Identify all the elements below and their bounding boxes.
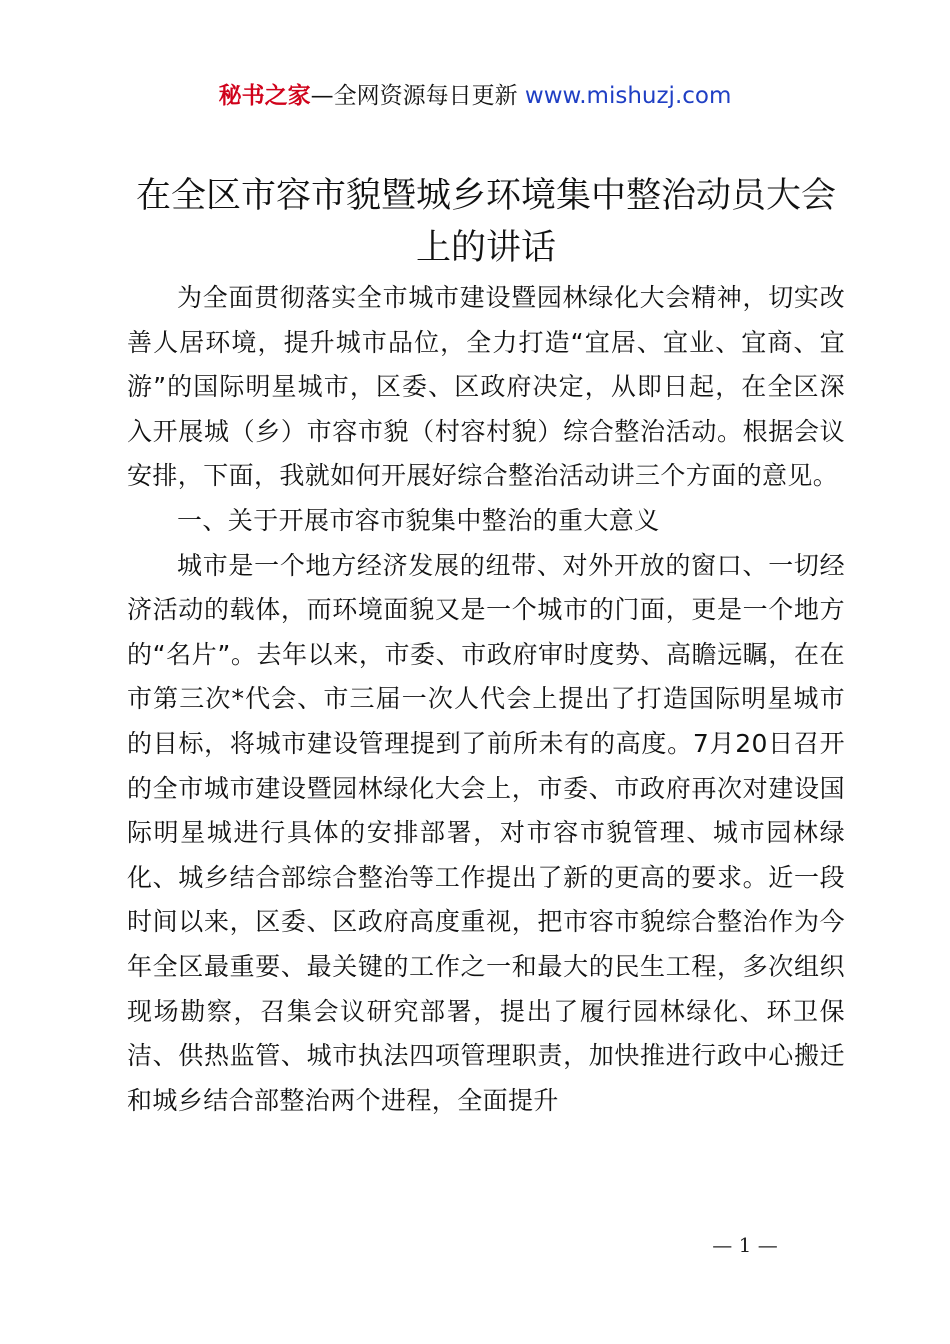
page-number: — 1 — <box>712 1233 778 1257</box>
site-url-link[interactable]: www.mishuzj.com <box>524 83 732 109</box>
document-title: 在全区市容市貌暨城乡环境集中整治动员大会上的讲话 <box>135 176 836 268</box>
section-heading-1: 一、关于开展市容市貌集中整治的重大意义 <box>177 505 660 535</box>
site-banner <box>0 76 950 116</box>
paragraph-section-1: 城市是一个地方经济发展的纽带、对外开放的窗口、一切经济活动的载体，而环境面貌又是一个城市的门面，更是一个地方的“名片”。去年以来，市委、市政府审时度势、高瞻远瞩，在在市第三次*代会、市三届一次人代会上提出了打造国际明星城市的目标，将城市建设管理提到了前所未有的高度。7月20日召开的全市城市建设暨园林绿化大会上，市委、市政府再次对建设国际明星城进行具体的安排部署，对市容市貌管理、城市园林绿化、城乡结合部综合整治等工作提出了新的更高的要求。近一段时间以来，区委、区政府高度重视，把市容市貌综合整治作为今年全区最重要、最关键的工作之一和最大的民生工程，多次组织现场勘察，召集会议研究部署，提出了履行园林绿化、环卫保洁、供热监管、城市执法四项管理职责，加快推进行政中心搬迁和城乡结合部整治两个进程，全面提升 <box>127 550 845 1115</box>
document-body <box>127 276 845 1123</box>
banner-tagline: —全网资源每日更新 <box>310 83 525 109</box>
brand-name: 秘书之家 <box>218 83 311 109</box>
paragraph-intro: 为全面贯彻落实全市城市建设暨园林绿化大会精神，切实改善人居环境，提升城市品位，全力打造“宜居、宜业、宜商、宜游”的国际明星城市，区委、区政府决定，从即日起，在全区深入开展城（乡）市容市貌（村容村貌）综合整治活动。根据会议安排，下面，我就如何开展好综合整治活动讲三个方面的意见。 <box>127 283 845 491</box>
